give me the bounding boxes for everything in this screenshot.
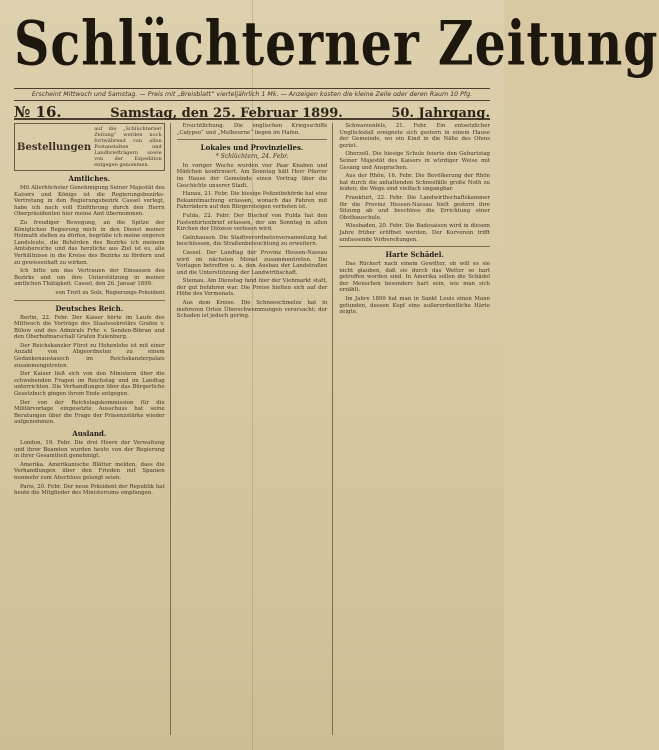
paragraph: Schwarzenfels, 21. Febr. Ein entsetzlicher Unglücksfall ereignete sich gestern in einem Hause der Gemeinde, wo ein Kind in die Nähe des Ofens geriet. — [339, 123, 491, 149]
page-fold — [252, 0, 253, 750]
paragraph: Berlin, 22. Febr. Der Kaiser hörte im Laufe des Mittwoch die Vorträge des Staatssekretärs Grafen v. Bülow und des Admirals Frhr. v. Senden-Bibran und den Oberhofmarschall Grafen Eulenburg. — [14, 314, 165, 341]
issue-date: Samstag, den 25. Februar 1899. — [110, 106, 343, 121]
paragraph: Oberzell. Die hiesige Schule feierte den Geburtstag Seiner Majestät des Kaisers in würdiger Weise mit Gesang und Ansprachen. — [339, 151, 491, 171]
issue-number: № 16. — [14, 103, 62, 121]
paragraph: Steinau. Am Dienstag fand hier der Viehmarkt statt, der gut befahren war. Die Preise hielten sich auf der Höhe des Vormonats. — [176, 278, 328, 298]
paragraph: Das Rückert nach einem Gewitter, ob will es sie nicht glauben, daß sie durch das Wetter so hart getroffen worden sind. In Amerika sollen die Schädel der Menschen besonders hart sein, wie man sich erzählt. — [339, 261, 491, 294]
paragraph: Im Jahre 1899 hat man in Sankt Louis einen Mann gefunden, dessen Kopf eine außerordentliche Härte zeigte. — [339, 296, 491, 316]
volume: 50. Jahrgang. — [391, 106, 490, 121]
paragraph: Ich bitte um das Vertrauen der Einsassen des Bezirks und um ihre Unterstützung in meiner amtlichen Thätigkeit. Cassel, den 26. Januar 1899. — [14, 268, 165, 288]
paragraph: Aus der Rhön, 16. Febr. Die Bevölkerung der Rhön hat durch die anhaltenden Schneefälle große Noth zu leiden; die Wege sind vielfach ungangbar. — [339, 173, 491, 193]
paragraph: Der von der Reichstagskommission für die Militärvorlage eingesetzte Ausschuss hat seine Beratungen über die Frage der Präsenzstärke wieder aufgenommen. — [14, 399, 165, 426]
paragraph: In voriger Woche wurden vier Paar Knaben und Mädchen konfirmiert. Am Sonntag hält Herr Pfarrer im Hause der Gemeinde einen Vortrag über die Geschichte unserer Stadt. — [176, 162, 328, 189]
paragraph: Mit Allerhöchster Genehmigung Seiner Majestät des Kaisers und Königs ist die Regierungsbezirks-Vertretung in den Regierungsbezirk Cassel verlegt, habe ich nach voll Einführung durch den Herrn Oberpräsidenten hier meine Amt übernommen. — [14, 185, 165, 218]
column-2 — [177, 123, 334, 735]
paragraph: Aus dem Kreise. Die Schneeschmelze hat in mehreren Orten Überschwemmungen verursacht; der Schaden ist jedoch gering. — [176, 300, 328, 320]
paragraph: Amerika. Amerikanische Blätter melden, dass die Verhandlungen über den Frieden mit Spanien nunmehr zum Abschluss gelangt seien. — [14, 461, 165, 481]
paragraph: Hanau, 21. Febr. Die hiesige Polizeibehörde hat eine Bekanntmachung erlassen, wonach das Fahren mit Fahrrädern auf den Bürgersteigen verboten ist. — [176, 191, 328, 211]
section-heading: Amtliches. — [68, 174, 111, 183]
tagline: Erscheint Mittwoch und Samstag. — Preis mit „Breisblatt“ vierteljährlich 1 Mk. — Anzeigen kosten die kleine Zeile oder deren Raum 10 Pfg. — [14, 88, 490, 98]
column-1 — [14, 123, 171, 735]
divider — [14, 300, 165, 301]
section-heading: Ausland. — [72, 429, 107, 438]
paragraph: Fulda, 22. Febr. Der Bischof von Fulda hat den Fastenhirtenbrief erlassen, der am Sonntag in allen Kirchen der Diözese verlesen wird. — [176, 212, 328, 233]
paragraph: London, 19. Febr. Die drei Heere der Verwaltung und ihrer Beamten wurden heute von der Regierung in ihrer Gesamtheit genehmigt. — [14, 440, 165, 460]
paragraph: Gelnhausen. Die Stadtverordnetenversammlung hat beschlossen, die Straßenbeleuchtung zu erweitern. — [176, 234, 328, 248]
local-dateline: * Schlüchtern, 24. Febr. — [215, 153, 289, 161]
paragraph: Paris, 20. Febr. Der neue Präsident der Republik hat heute die Mitglieder des Ministeriums empfangen. — [14, 483, 165, 497]
paragraph: Cassel. Der Landtag der Provinz Hessen-Nassau wird im nächsten Monat zusammentreten. Die Vorlagen betreffen u. a. den Ausbau der Landstraßen und die Unterstützung der Landwirthschaft. — [176, 249, 328, 276]
paragraph: Frankfurt, 22. Febr. Die Landwirthschaftskammer für die Provinz Hessen-Nassau hielt gestern ihre Sitzung ab und beschloss die Errichtung einer Obstbauschule. — [339, 194, 491, 221]
section-heading: Harte Schädel. — [385, 250, 444, 260]
column-3 — [339, 123, 490, 735]
order-notice — [14, 123, 165, 171]
paragraph: Ersichtlichung. Die englischen Kriegsschiffe „Calypso“ und „Melbourne“ liegen im Hafen. — [176, 123, 328, 136]
section-heading: Deutsches Reich. — [55, 303, 124, 313]
paragraph: Zu freudiger Bewegung, an die Spitze der Königlichen Regierung mich in den Dienst meiner Heimath stellen zu dürfen, begrüße ich meine engeren Landsleute, die Behörden des Bezirks ich meinem Amtsbereiche und das herzliche aus Ziel ist es, alle Verhältnisse in die Kreise des Bezirks zu fördern und zu gewissenhaft zu wirken. — [14, 219, 165, 266]
paragraph: Der Kaiser ließ sich von den Ministern über die schwebenden Fragen im Reichstag und im Landtag unterrichten. Die Verhandlungen über das Bürgerliche Gesetzbuch gingen ihrem Ende entgegen. — [14, 371, 165, 398]
paragraph: Der Reichskanzler Fürst zu Hohenlohe ist mit einer Anzahl von Abgeordneten zu einem Gedankenaustausch im Reichskanzlerpalais zusammengetreten. — [14, 342, 165, 369]
paragraph: Wiesbaden, 20. Febr. Die Badesaison wird in diesem Jahre früher eröffnet werden. Der Kurverein trifft umfassende Vorbereitungen. — [339, 223, 491, 243]
signoff: von Trott zu Solz, Regierungs-Präsident — [55, 289, 165, 296]
order-title: Bestellungen — [17, 141, 92, 153]
order-text: auf die „Schlüchterner Zeitung“ werden noch fortwährend von allen Postanstalten und Landbriefträgern sowie von der Expedition entgegen genommen. — [94, 126, 162, 168]
divider — [339, 246, 490, 247]
masthead: Schlüchterner Zeitung — [14, 6, 659, 80]
section-heading: Lokales und Provinzielles. — [200, 143, 304, 153]
